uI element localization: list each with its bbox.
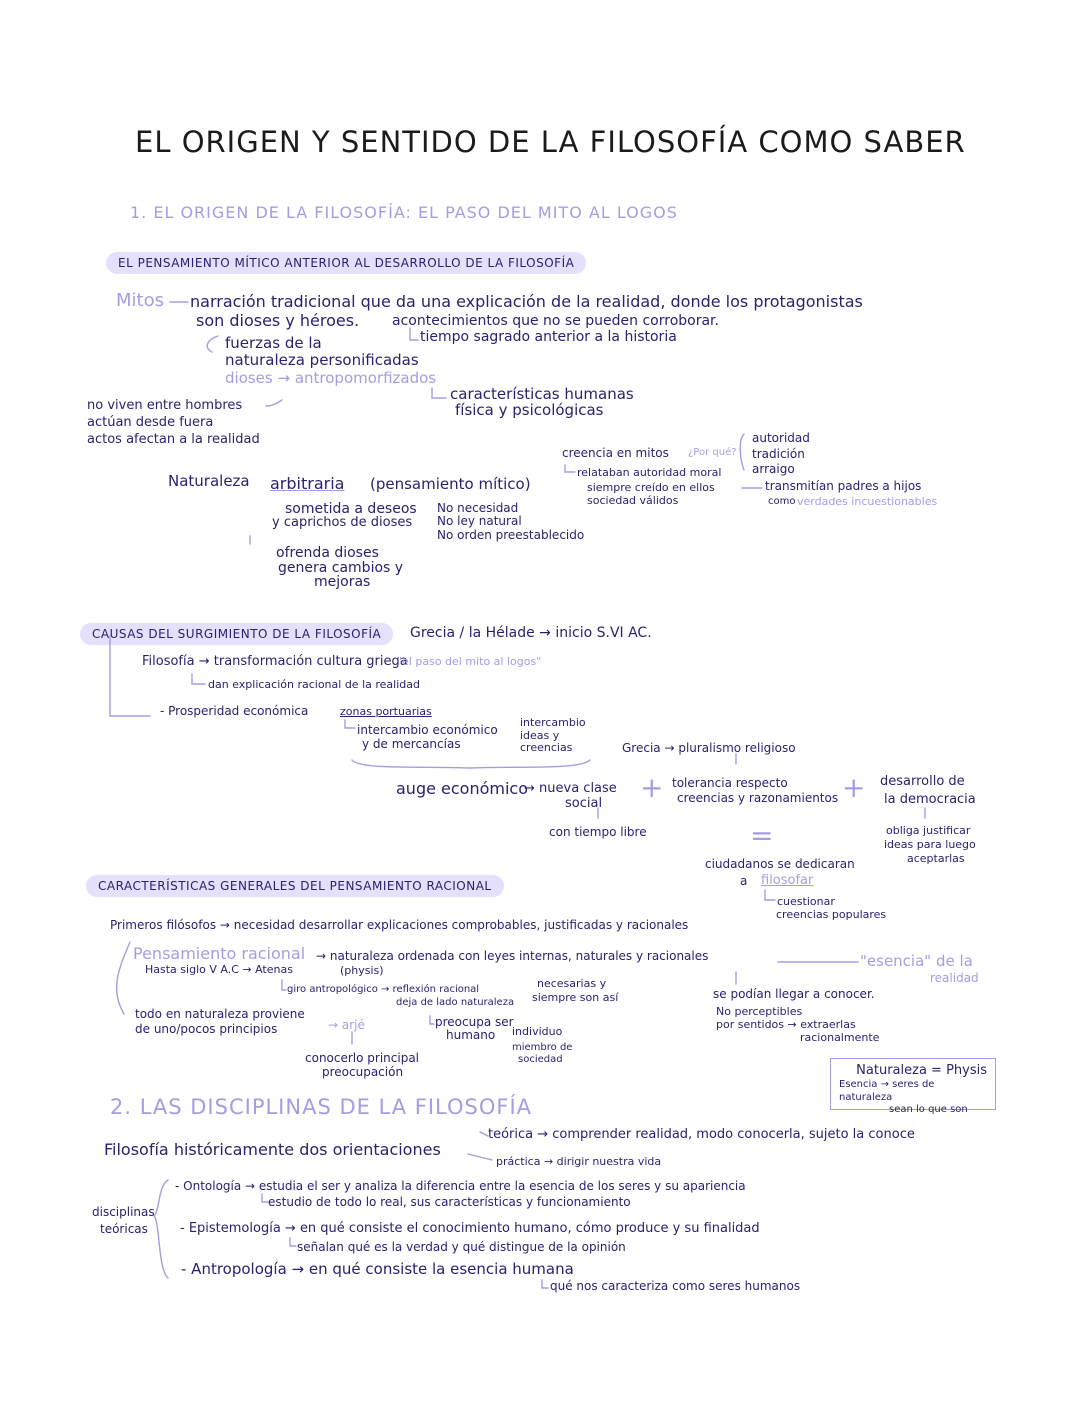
nueva-clase-1: → nueva clase	[524, 781, 617, 796]
verdades-incuestionables: verdades incuestionables	[797, 495, 938, 508]
filosofia-orientaciones: Filosofía históricamente dos orientaciones	[104, 1140, 441, 1159]
tiempo-libre: con tiempo libre	[549, 825, 647, 839]
tiempo-sagrado: tiempo sagrado anterior a la historia	[420, 329, 677, 345]
physis-box	[830, 1058, 996, 1116]
ciudadanos-2: a	[740, 874, 748, 888]
section-1-heading: 1. EL ORIGEN DE LA FILOSOFÍA: EL PASO DEL MITO AL LOGOS	[130, 203, 678, 222]
necesarias-1: necesarias y	[537, 977, 607, 990]
ontologia-2: estudio de todo lo real, sus características y funcionamiento	[268, 1195, 631, 1209]
intercambio-2: y de mercancías	[362, 737, 461, 751]
no-viven-3: actos afectan a la realidad	[87, 432, 260, 447]
arje: → arjé	[328, 1018, 365, 1032]
pensamiento-racional: Pensamiento racional	[133, 944, 306, 963]
mitos-term: Mitos	[116, 290, 164, 311]
ideas-3: creencias	[520, 741, 573, 754]
arraigo: arraigo	[752, 462, 795, 476]
plus-sign-1: +	[640, 771, 664, 804]
tradicion: tradición	[752, 447, 805, 461]
sociedad-validos: sociedad válidos	[587, 494, 679, 507]
ideas-2: ideas y	[520, 729, 560, 742]
por-que: ¿Por qué?	[688, 447, 737, 458]
dan-explicacion: dan explicación racional de la realidad	[208, 678, 420, 691]
cuestionar-2: creencias populares	[776, 908, 887, 921]
sometida-1: sometida a deseos	[285, 501, 417, 517]
practica: práctica → dirigir nuestra vida	[496, 1155, 662, 1168]
no-perceptibles-3: racionalmente	[800, 1031, 880, 1044]
physis-box-line-3: sean lo que son	[889, 1104, 968, 1116]
conocerlo-1: conocerlo principal	[305, 1051, 420, 1065]
primeros-filosofos: Primeros filósofos → necesidad desarrollar explicaciones comprobables, justificadas y racionales	[110, 918, 689, 932]
page-title: EL ORIGEN Y SENTIDO DE LA FILOSOFÍA COMO SABER	[135, 125, 966, 159]
no-orden: No orden preestablecido	[437, 528, 585, 542]
no-perceptibles-1: No perceptibles	[716, 1005, 803, 1018]
no-ley-natural: No ley natural	[437, 514, 522, 528]
individuo: individuo	[512, 1025, 563, 1038]
obliga-3: aceptarlas	[907, 852, 965, 865]
pensamiento-mitico: (pensamiento mítico)	[370, 475, 531, 493]
mitico-label: EL PENSAMIENTO MÍTICO ANTERIOR AL DESARROLLO DE LA FILOSOFÍA	[106, 252, 586, 274]
miembro-1: miembro de	[512, 1042, 573, 1053]
ofrenda-1: ofrenda dioses	[276, 545, 379, 561]
no-viven-1: no viven entre hombres	[87, 398, 243, 413]
ofrenda-2: genera cambios y	[278, 560, 404, 576]
section-2-heading: 2. LAS DISCIPLINAS DE LA FILOSOFÍA	[110, 1095, 533, 1119]
transmitian: transmitían padres a hijos	[765, 479, 922, 493]
epistemologia-1: - Epistemología → en qué consiste el conocimiento humano, cómo produce y su finalidad	[180, 1221, 760, 1236]
tolerancia-2: creencias y razonamientos	[677, 791, 839, 805]
epistemologia-2: señalan qué es la verdad y qué distingue de la opinión	[297, 1240, 626, 1254]
intercambio-1: intercambio económico	[357, 723, 498, 737]
ofrenda-3: mejoras	[314, 574, 371, 590]
naturaleza-term: Naturaleza	[168, 472, 250, 490]
nueva-clase-2: social	[565, 796, 603, 811]
physis-box-line-2: Esencia → seres de naturaleza	[839, 1079, 935, 1103]
dioses-antropomorfizados: dioses → antropomorfizados	[225, 369, 437, 387]
auge-economico: auge económico	[396, 779, 529, 798]
caracteristicas-label: CARACTERÍSTICAS GENERALES DEL PENSAMIENTO RACIONAL	[86, 875, 504, 897]
grecia-pluralismo: Grecia → pluralismo religioso	[622, 741, 796, 755]
prosperidad: - Prosperidad económica	[160, 704, 309, 718]
zonas-portuarias: zonas portuarias	[340, 705, 432, 718]
democracia-2: la democracia	[884, 792, 976, 807]
fuerzas-2: naturaleza personificadas	[225, 351, 419, 369]
esencia-2: realidad	[930, 971, 979, 985]
ideas-1: intercambio	[520, 716, 586, 729]
relataban: relataban autoridad moral	[577, 466, 722, 479]
siempre-creido: siempre creído en ellos	[587, 481, 715, 494]
esencia-1: "esencia" de la	[860, 952, 973, 970]
conocerlo-2: preocupación	[322, 1065, 404, 1079]
arbitraria-term: arbitraria	[270, 474, 345, 493]
mitos-definition-2b: acontecimientos que no se pueden corroborar.	[392, 313, 719, 329]
disciplinas-2: teóricas	[100, 1222, 148, 1236]
necesarias-2: siempre son así	[532, 991, 619, 1004]
mitos-definition-2a: son dioses y héroes.	[196, 311, 360, 330]
antropologia-2: qué nos caracteriza como seres humanos	[550, 1279, 801, 1293]
creencia-mitos: creencia en mitos	[562, 446, 669, 460]
naturaleza-ordenada: → naturaleza ordenada con leyes internas, naturales y racionales	[316, 949, 709, 963]
caracteristicas-humanas-2: física y psicológicas	[455, 401, 604, 419]
se-podian-conocer: se podían llegar a conocer.	[713, 987, 875, 1001]
obliga-2: ideas para luego	[884, 838, 976, 851]
todo-naturaleza-1: todo en naturaleza proviene	[135, 1007, 305, 1021]
fuerzas-1: fuerzas de la	[225, 334, 322, 352]
disciplinas-1: disciplinas	[92, 1205, 155, 1219]
physis: (physis)	[340, 964, 384, 977]
filosofar: filosofar	[761, 873, 814, 888]
preocupa-2: humano	[446, 1028, 496, 1042]
caracteristicas-humanas-1: características humanas	[450, 385, 634, 403]
sometida-2: y caprichos de dioses	[272, 515, 413, 530]
como-label: como	[768, 496, 796, 507]
todo-naturaleza-2: de uno/pocos principios	[135, 1022, 278, 1036]
democracia-1: desarrollo de	[880, 774, 965, 789]
cuestionar-1: cuestionar	[777, 895, 835, 908]
autoridad: autoridad	[752, 431, 810, 445]
ciudadanos-1: ciudadanos se dedicaran	[705, 857, 855, 871]
no-necesidad: No necesidad	[437, 501, 519, 515]
physis-box-line-1: Naturaleza = Physis	[856, 1063, 987, 1078]
miembro-2: sociedad	[518, 1054, 563, 1065]
antropologia-1: - Antropología → en qué consiste la esencia humana	[181, 1260, 574, 1278]
tolerancia-1: tolerancia respecto	[672, 776, 788, 790]
ontologia-1: - Ontología → estudia el ser y analiza la diferencia entre la esencia de los seres y su apariencia	[175, 1179, 746, 1193]
equals-sign: =	[750, 819, 774, 852]
filosofia-transformacion: Filosofía → transformación cultura griega	[142, 654, 408, 669]
grecia-helade: Grecia / la Hélade → inicio S.VI AC.	[410, 625, 652, 641]
giro-2: deja de lado naturaleza	[396, 997, 515, 1008]
hasta-siglo: Hasta siglo V A.C → Atenas	[145, 963, 293, 976]
preocupa-1: preocupa ser	[435, 1015, 514, 1029]
causas-label: CAUSAS DEL SURGIMIENTO DE LA FILOSOFÍA	[80, 623, 393, 645]
paso-mito-logos: "el paso del mito al logos"	[397, 655, 542, 668]
obliga-1: obliga justificar	[886, 824, 971, 837]
mitos-definition-1: narración tradicional que da una explicación de la realidad, donde los protagonistas	[190, 292, 863, 311]
no-perceptibles-2: por sentidos → extraerlas	[716, 1018, 856, 1031]
giro-1: giro antropológico → reflexión racional	[287, 984, 480, 995]
no-viven-2: actúan desde fuera	[87, 415, 214, 430]
teorica: teórica → comprender realidad, modo conocerla, sujeto la conoce	[488, 1127, 915, 1142]
plus-sign-2: +	[842, 771, 866, 804]
